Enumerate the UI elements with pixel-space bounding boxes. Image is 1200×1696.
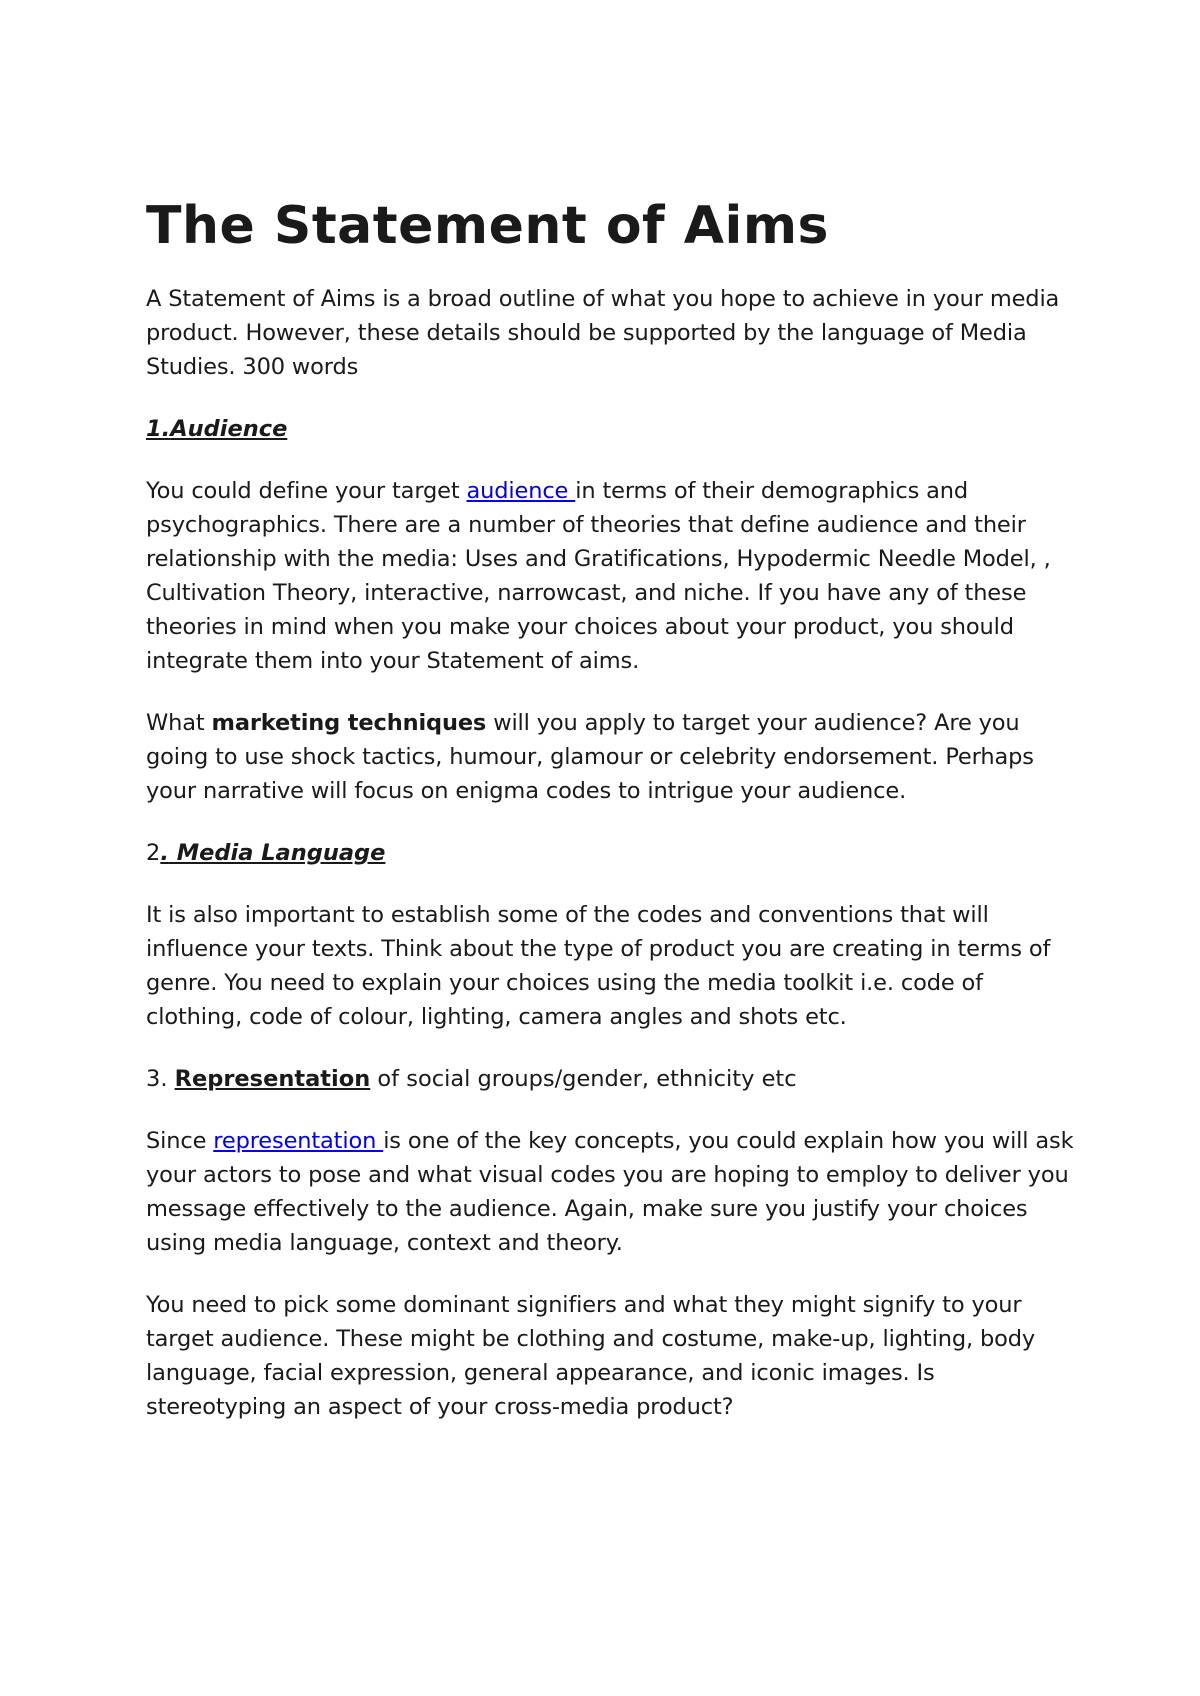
section-number-1: 1. xyxy=(146,416,171,442)
signifiers-text: You need to pick some dominant signifiers and what they might signify to your target audience. These might be clothing and costume, make-up, lighting, body language, facial expression, general appearance, and iconic images. Is stereotyping an aspect of your cross-media product? xyxy=(146,1292,1035,1420)
marketing-paragraph xyxy=(146,706,1076,808)
section-title-audience: Audience xyxy=(170,416,288,442)
section-heading-representation xyxy=(146,1062,1076,1096)
signifiers-paragraph xyxy=(146,1288,1076,1424)
representation-paragraph xyxy=(146,1124,1076,1260)
section-heading-media-language xyxy=(146,836,1076,870)
section-title-media-language: Media Language xyxy=(168,840,386,866)
marketing-bold: marketing techniques xyxy=(211,710,487,736)
section-heading-audience xyxy=(146,412,1076,446)
representation-text-after: is one of the key concepts, you could explain how you will ask your actors to pose and what visual codes you are hoping to employ to deliver you message effectively to the audience. Again, make sure you justify your choices using media language, context and theory. xyxy=(146,1128,1074,1256)
media-language-text: It is also important to establish some of the codes and conventions that will influence your texts. Think about the type of product you are creating in terms of genre. You need to explain your choices using the media toolkit i.e. code of clothing, code of colour, lighting, camera angles and shots etc. xyxy=(146,902,1051,1030)
audience-link[interactable]: audience xyxy=(466,478,576,504)
audience-text-after: in terms of their demographics and psychographics. There are a number of theories that define audience and their relationship with the media: Uses and Gratifications, Hypodermic Needle Model, , Cultivation Theory, interactive, narrowcast, and niche. If you have any of these theories in mind when you make your choices about your product, you should integrate them into your Statement of aims. xyxy=(146,478,1051,674)
marketing-text-after: will you apply to target your audience? Are you going to use shock tactics, humour, glamour or celebrity endorsement. Perhaps your narrative will focus on enigma codes to intrigue your audience. xyxy=(146,710,1034,804)
section-number-3: 3. xyxy=(146,1066,175,1092)
section-number-2: 2 xyxy=(146,840,161,866)
audience-paragraph xyxy=(146,474,1076,678)
document-page xyxy=(146,190,1076,1452)
representation-link[interactable]: representation xyxy=(213,1128,384,1154)
representation-text-before: Since xyxy=(146,1128,214,1154)
marketing-text-before: What xyxy=(146,710,212,736)
media-language-paragraph xyxy=(146,898,1076,1034)
intro-text: A Statement of Aims is a broad outline of what you hope to achieve in your media product. However, these details should be supported by the language of Media Studies. 300 words xyxy=(146,286,1060,380)
page-title: The Statement of Aims xyxy=(146,196,829,256)
audience-text-before: You could define your target xyxy=(146,478,467,504)
section-dot-2: . xyxy=(160,840,169,866)
intro-paragraph xyxy=(146,282,1076,384)
section-rest-representation: of social groups/gender, ethnicity etc xyxy=(370,1066,797,1092)
section-title-representation: Representation xyxy=(174,1066,371,1092)
